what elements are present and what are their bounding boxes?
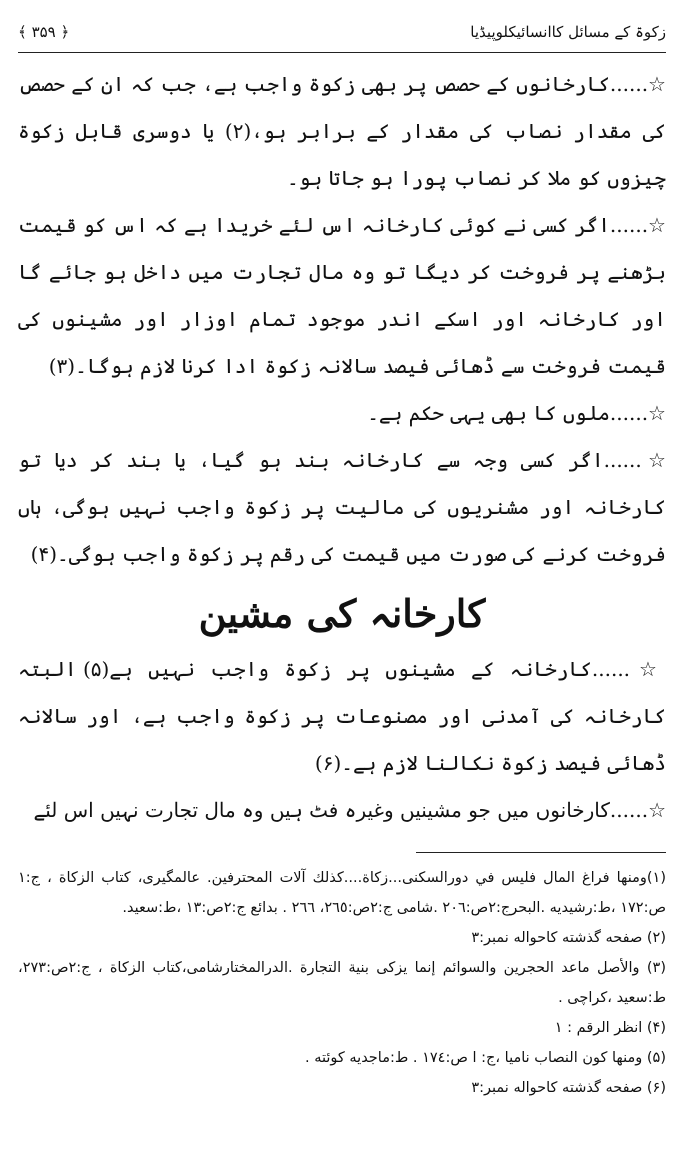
paragraph-fitted-machines: ☆......کارخانوں میں جو مشینیں وغیرہ فٹ ہیں وہ مال تجارت نہیں اس لئے	[33, 798, 666, 822]
footnote-6: (۶) صفحه گذشته كاحواله نمبر:٣	[471, 1080, 666, 1096]
page-header	[18, 18, 666, 53]
footnote-4: (۴) انظر الرقم : ١	[554, 1020, 666, 1036]
section-heading: کارخانہ کی مشین	[198, 591, 486, 636]
paragraph-mills: ☆......ملوں کا بھی یہی حکم ہے۔	[367, 401, 666, 425]
paragraph-factory-machines: ☆......کارخانہ کے مشینوں پر زکوۃ واجب نہیں ہے(۵) البتہ کارخانہ کی آمدنی اور مصنوعات پر زکوۃ واجب ہے، اور سالانہ ڈھائی فیصد زکوۃ نکالنا لازم ہے۔(۶)	[18, 657, 666, 775]
page-number: ﴿ ۳۵۹ ﴾	[18, 23, 70, 41]
footnotes	[18, 863, 666, 1103]
document-page	[18, 18, 666, 1142]
main-text	[18, 61, 666, 834]
footnote-divider	[416, 852, 666, 853]
footnote-3: (۳) والأصل ماعد الحجرين والسوائم إنما يزكى بنية التجارة .الدرالمختارشامى،كتاب الزكاة ، ج:٢ص:٢٧٣، ط:سعيد ،كراچى .	[18, 960, 666, 1006]
paragraph-factory-closed: ☆......اگر کسی وجہ سے کارخانہ بند ہو گیا، یا بند کر دیا تو کارخانہ اور مشنریوں کی مالیت پر زکوۃ واجب نہیں ہوگی، ہاں فروخت کرنے کی صورت میں قیمت کی رقم پر زکوۃ واجب ہوگی۔(۴)	[18, 448, 666, 566]
footnote-1: (۱)ومنها فراغ المال فليس في دورالسكنى...زكاة....كذلك آلات المحترفين. عالمگيرى، كتاب الزكاة ، ج:١ ص:١٧٢ ،ط:رشيديه .البحرج:٢ص:٢٠٦ .شامى ج:٢ص:٢٦٥، ٢٦٦ . بدائع ج:٢ص:١٣ ،ط:سعيد.	[18, 870, 666, 916]
footnote-2: (۲) صفحه گذشته كاحواله نمبر:٣	[471, 930, 666, 946]
footnote-5: (۵) ومنها كون النصاب ناميا ،ج: ا ص:١٧٤ . ط:ماجديه كوئته .	[304, 1050, 666, 1066]
book-title: زکوۃ کے مسائل کاانسائیکلوپیڈیا	[470, 23, 666, 41]
paragraph-factory-shares: ☆......کارخانوں کے حصص پر بھی زکوۃ واجب ہے، جب کہ ان کے حصص کی مقدار نصاب کی مقدار کے برابر ہو،(۲) یا دوسری قابل زکوۃ چیزوں کو ملا کر نصاب پورا ہو جاتا ہو۔	[18, 72, 667, 190]
paragraph-factory-for-trade: ☆......اگر کسی نے کوئی کارخانہ اس لئے خریدا ہے کہ اس کو قیمت بڑھنے پر فروخت کر دیگا تو وہ مال تجارت میں داخل ہو جائے گا اور کارخانہ اور اسکے اندر موجود تمام اوزار اور مشینوں کی قیمت فروخت سے ڈھائی فیصد سالانہ زکوۃ ادا کرنا لازم ہوگا۔(۳)	[18, 213, 666, 378]
